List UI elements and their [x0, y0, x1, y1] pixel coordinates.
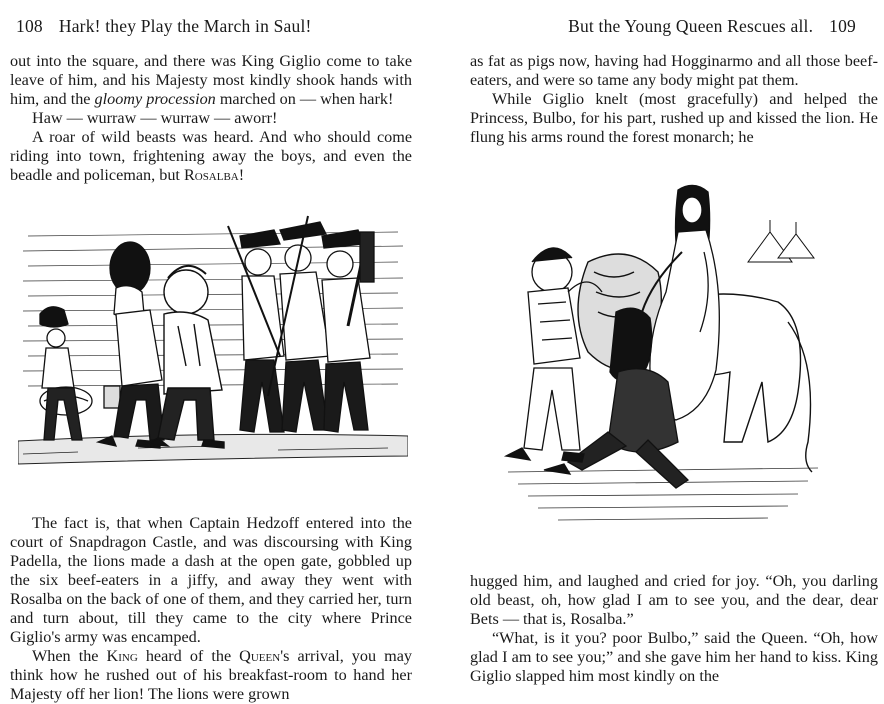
left-running-header: [16, 16, 312, 37]
left-text-block-1: [10, 52, 412, 185]
lion-rescue-illustration: [498, 172, 828, 567]
left-running-head: Hark! they Play the March in Saul!: [58, 16, 312, 36]
small-caps-word: Queen: [239, 647, 281, 665]
right-text-block-1: [470, 52, 878, 147]
right-page: [442, 0, 884, 701]
paragraph: Haw — wurraw — wurraw — aworr!: [32, 109, 278, 127]
small-caps-name: Rosalba: [183, 166, 239, 184]
small-caps-word: King: [106, 647, 138, 665]
left-page-number: 108: [16, 16, 43, 36]
right-text-block-2: [470, 572, 878, 686]
paragraph: as fat as pigs now, having had Hogginarmo and all those beef-eaters, and were so tame any body might pat them.: [470, 52, 878, 89]
emphasis: gloomy procession: [94, 90, 216, 108]
paragraph: The fact is, that when Captain Hedzoff entered into the court of Snapdragon Castle, and was discoursing with King Padella, the lions made a dash at the open gate, gobbled up the six beef-eaters in a jiffy, and away they went with Rosalba on the back of one of them, and they carried her, turn and turn about, till they came to the city where Prince Giglio's army was encamped.: [10, 514, 412, 646]
engraving-lion-queen-icon: [498, 172, 828, 567]
marching-procession-illustration: [18, 196, 408, 486]
paragraph: hugged him, and laughed and cried for joy. “Oh, you darling old beast, oh, how glad I am to see you, and the dear, dear Bets — that is, Rosalba.”: [470, 572, 878, 628]
paragraph: “What, is it you? poor Bulbo,” said the Queen. “Oh, how glad I am to see you;” and she gave him her hand to kiss. King Giglio slapped him most kindly on the: [470, 629, 878, 685]
engraving-procession-icon: [18, 196, 408, 486]
paragraph: While Giglio knelt (most gracefully) and helped the Princess, Bulbo, for his part, rushed up and kissed the lion. He flung his arms round the forest monarch; he: [470, 90, 878, 146]
paragraph: A roar of wild beasts was heard. And who should come riding into town, frightening away the boys, and even the beadle and policeman, but Rosalba!: [10, 128, 412, 184]
right-running-head: But the Young Queen Rescues all.: [568, 16, 814, 36]
left-text-block-2: [10, 514, 412, 704]
paragraph: When the King heard of the Queen's arrival, you may think how he rushed out of his breakfast-room to hand her Majesty off her lion! The lions were grown: [10, 647, 412, 703]
paragraph: out into the square, and there was King Giglio come to take leave of him, and his Majesty most kindly shook hands with him, and the gloomy procession marched on — when hark!: [10, 52, 412, 108]
left-page: [0, 0, 442, 701]
right-page-number: 109: [829, 16, 856, 36]
right-running-header: [568, 16, 856, 37]
